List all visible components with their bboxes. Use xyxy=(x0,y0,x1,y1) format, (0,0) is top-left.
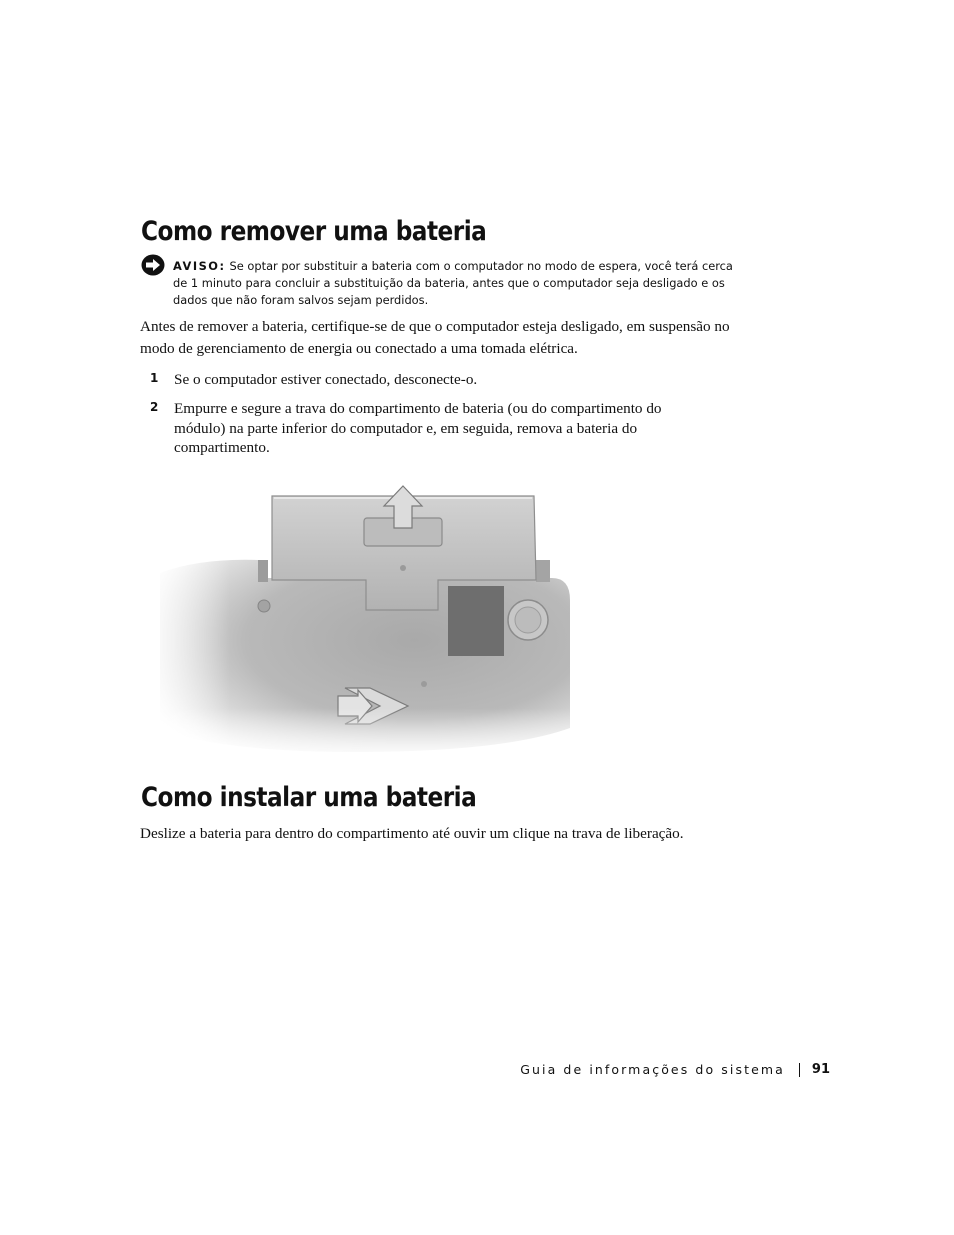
step-number: 1 xyxy=(150,371,159,385)
notice-label: AVISO: xyxy=(173,259,226,273)
step-number: 2 xyxy=(150,400,159,414)
footer-title: Guia de informações do sistema xyxy=(520,1062,785,1077)
notice-text xyxy=(173,258,738,309)
notice-arrow-icon xyxy=(141,254,165,276)
page-number: 91 xyxy=(811,1062,830,1077)
install-paragraph: Deslize a bateria para dentro do compartimento até ouvir um clique na trava de liberação. xyxy=(140,825,684,842)
notice-body: Se optar por substituir a bateria com o computador no modo de espera, você terá cerca de 1 minuto para concluir a substituição da bateria, antes que o computador seja desligado e os dados que não foram salvos sejam perdidos. xyxy=(173,259,733,307)
page-footer xyxy=(520,1062,830,1077)
battery-label xyxy=(448,586,504,656)
step-text: Empurre e segure a trava do compartimento de bateria (ou do compartimento do módulo) na parte inferior do computador e, em seguida, remova a bateria do compartimento. xyxy=(174,400,662,456)
heading-remove-battery: Como remover uma bateria xyxy=(141,216,487,247)
heading-install-battery: Como instalar uma bateria xyxy=(141,782,477,813)
intro-paragraph: Antes de remover a bateria, certifique-se de que o computador esteja desligado, em suspensão no modo de gerenciamento de energia ou conectado a uma tomada elétrica. xyxy=(140,318,730,357)
footer-divider xyxy=(799,1063,800,1077)
screw-icon xyxy=(258,600,270,612)
screw-icon xyxy=(421,681,427,687)
release-button xyxy=(508,600,548,640)
step-text: Se o computador estiver conectado, desconecte-o. xyxy=(174,371,478,388)
battery-removal-illustration xyxy=(140,478,580,760)
